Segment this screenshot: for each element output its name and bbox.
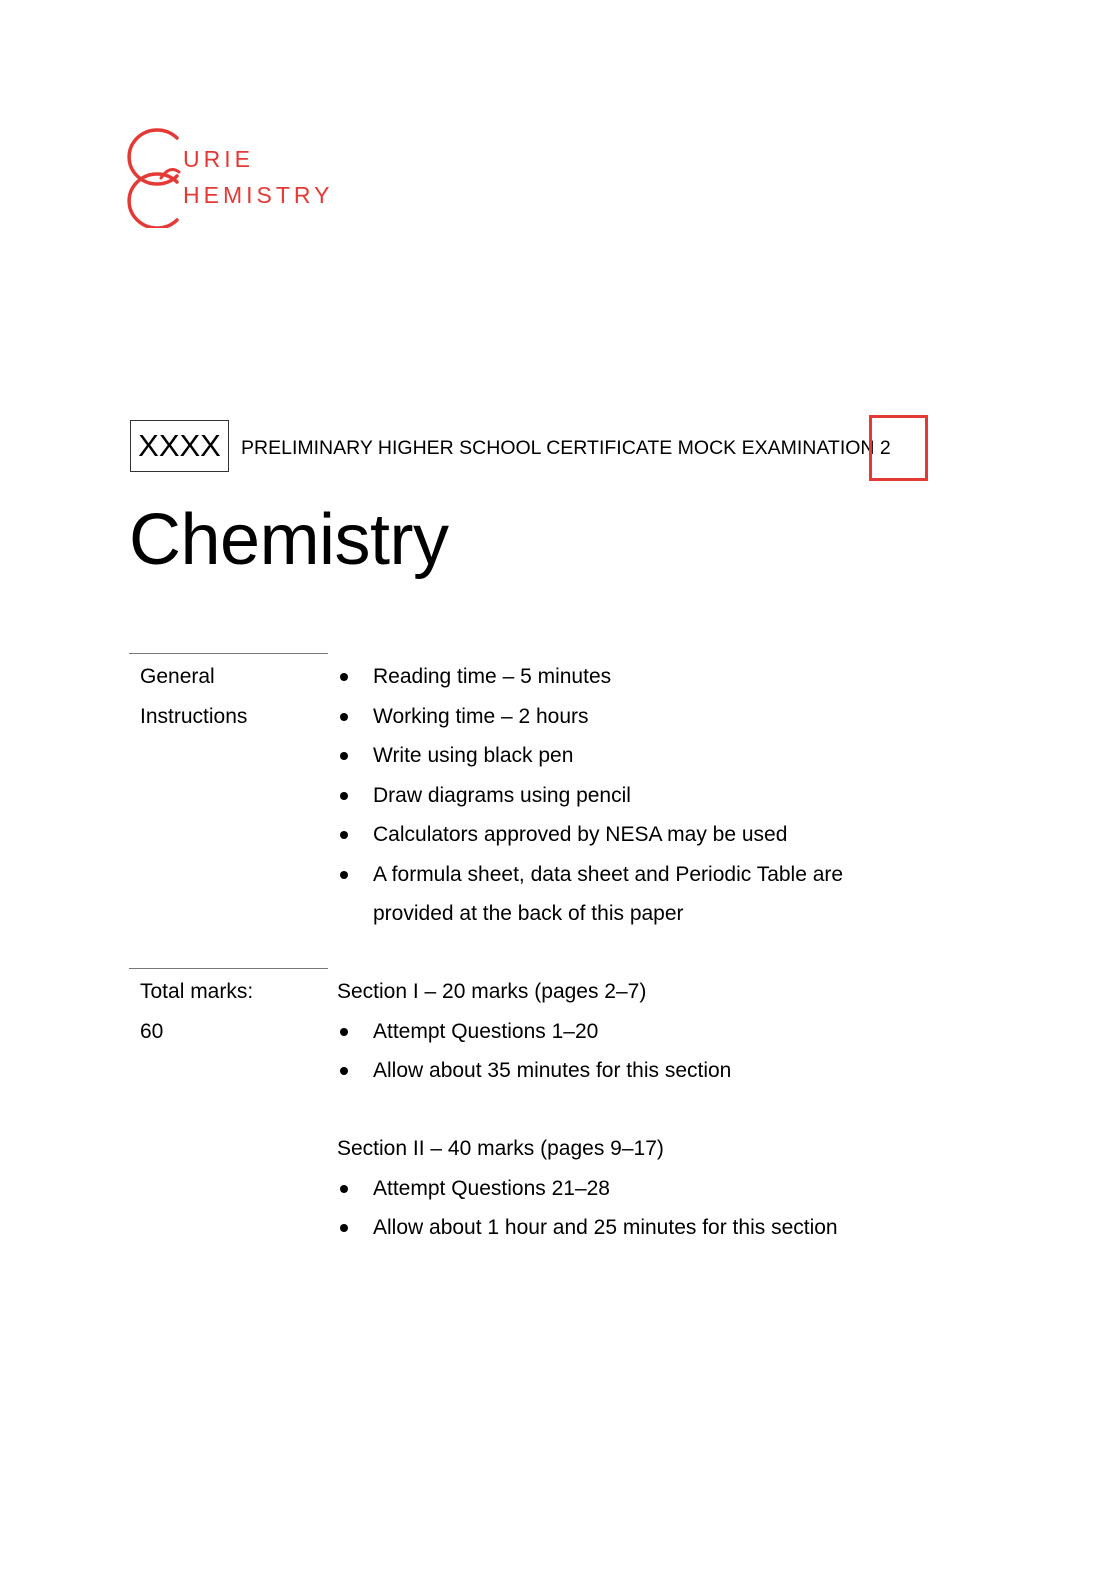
list-item: A formula sheet, data sheet and Periodic Table are provided at the back of this paper [337, 855, 937, 934]
bullet-icon [340, 792, 348, 800]
list-item: Reading time – 5 minutes [337, 657, 937, 697]
logo-text-line1: URIE [183, 146, 254, 172]
list-item: Draw diagrams using pencil [337, 776, 937, 816]
bullet-icon [340, 1028, 348, 1036]
divider-rule [129, 653, 328, 654]
bullet-icon [340, 713, 348, 721]
double-c-logo-icon [127, 128, 187, 228]
bullet-icon [340, 831, 348, 839]
section-heading: Section I – 20 marks (pages 2–7) [337, 980, 647, 1003]
total-marks-label [140, 972, 253, 1051]
list-item: Allow about 35 minutes for this section [337, 1051, 937, 1091]
curie-chemistry-logo [127, 128, 357, 228]
bullet-icon [340, 1224, 348, 1232]
logo-text-line2: HEMISTRY [183, 182, 334, 208]
total-marks-text: Total marks: [140, 980, 254, 1003]
bullet-icon [340, 871, 348, 879]
bullet-icon [340, 673, 348, 681]
section-2 [337, 1129, 937, 1248]
list-item: Write using black pen [337, 736, 937, 776]
label-line: Instructions [140, 704, 248, 728]
general-instructions-label [140, 657, 247, 736]
divider-rule [129, 968, 328, 969]
list-item: Working time – 2 hours [337, 697, 937, 737]
total-marks-value: 60 [140, 1019, 164, 1043]
label-line: General [140, 665, 215, 688]
section-heading: Section II – 40 marks (pages 9–17) [337, 1137, 664, 1160]
subject-title: Chemistry [129, 500, 449, 580]
bullet-icon [340, 752, 348, 760]
bullet-icon [340, 1067, 348, 1075]
list-item: Calculators approved by NESA may be used [337, 815, 937, 855]
list-item: Allow about 1 hour and 25 minutes for this section [337, 1208, 937, 1248]
exam-title: PRELIMINARY HIGHER SCHOOL CERTIFICATE MOCK EXAMINATION 2 [241, 437, 891, 459]
highlight-box [869, 415, 928, 481]
general-instructions-list [337, 657, 937, 934]
section-1 [337, 972, 937, 1091]
exam-code-box: XXXX [130, 420, 229, 472]
list-item: Attempt Questions 21–28 [337, 1169, 937, 1209]
list-item: Attempt Questions 1–20 [337, 1012, 937, 1052]
bullet-icon [340, 1185, 348, 1193]
